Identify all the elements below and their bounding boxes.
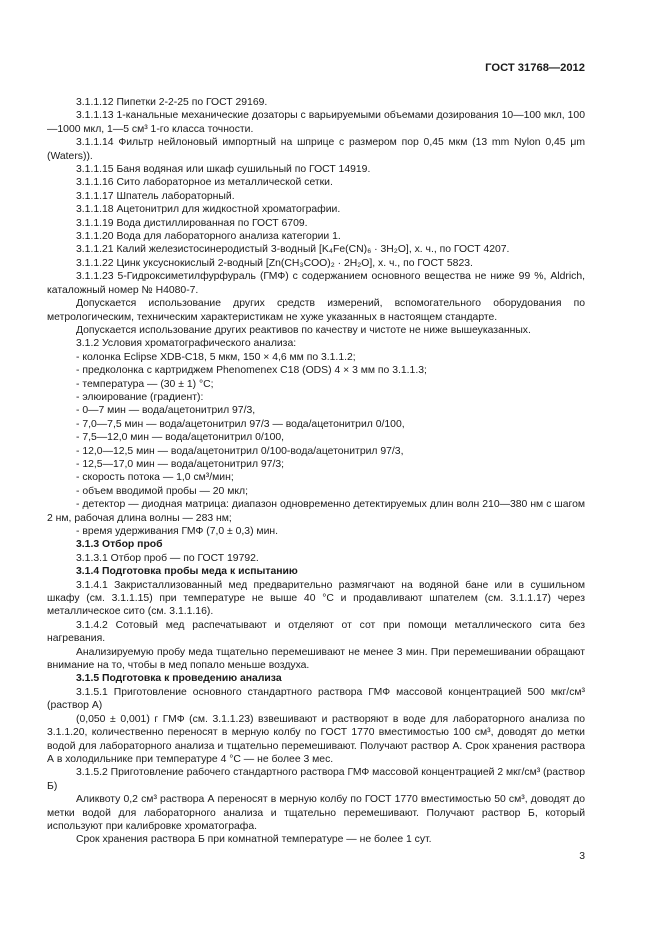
list-item: - элюирование (градиент):	[76, 391, 204, 403]
list-item: - 12,5—17,0 мин — вода/ацетонитрил 97/3;	[76, 458, 285, 470]
paragraph: 3.1.1.23 5-Гидроксиметилфурфураль (ГМФ) с содержанием основного вещества не ниже 99 %, Aldrich, каталожный номер № H4080-7.	[47, 271, 585, 296]
paragraph: 3.1.1.13 1-канальные механические дозаторы с варьируемыми объемами дозирования 10—100 мкл, 100—1000 мкл, 1—5 см³ 1-го класса точности.	[47, 110, 585, 135]
paragraph: 3.1.5.2 Приготовление рабочего стандартного раствора ГМФ массовой концентрацией 2 мкг/см³ (раствор Б)	[47, 767, 585, 792]
page-number: 3	[579, 851, 585, 862]
paragraph: 3.1.1.16 Сито лабораторное из металлической сетки.	[76, 177, 333, 189]
list-item: - температура — (30 ± 1) °С;	[76, 378, 214, 390]
list-item: - скорость потока — 1,0 см³/мин;	[76, 472, 234, 484]
list-item: - 7,5—12,0 мин — вода/ацетонитрил 0/100,	[76, 432, 285, 444]
section-heading: 3.1.4 Подготовка пробы меда к испытанию	[76, 566, 298, 578]
paragraph: 3.1.1.20 Вода для лабораторного анализа категории 1.	[76, 231, 341, 243]
list-item: - 0—7 мин — вода/ацетонитрил 97/3,	[76, 405, 256, 417]
list-item: - колонка Eclipse XDB-C18, 5 мкм, 150 × 4,6 мм по 3.1.1.2;	[76, 351, 356, 363]
section-heading: 3.1.3 Отбор проб	[76, 539, 163, 551]
paragraph: 3.1.1.18 Ацетонитрил для жидкостной хроматографии.	[76, 204, 341, 216]
document-number: ГОСТ 31768—2012	[485, 62, 585, 74]
paragraph: 3.1.2 Условия хроматографического анализа:	[76, 338, 297, 350]
list-item: - объем вводимой пробы — 20 мкл;	[76, 485, 248, 497]
document-body	[47, 96, 585, 847]
paragraph: Допускается использование других средств измерений, вспомогательного оборудования по метрологическим, техническим характеристикам не хуже указанных в настоящем стандарте.	[47, 298, 585, 323]
paragraph: Срок хранения раствора Б при комнатной температуре — не более 1 сут.	[76, 834, 432, 846]
paragraph: 3.1.4.2 Сотовый мед распечатывают и отделяют от сот при помощи металлического сита без нагревания.	[47, 619, 585, 645]
paragraph: (0,050 ± 0,001) г ГМФ (см. 3.1.1.23) взвешивают и растворяют в воде для лабораторного анализа по 3.1.1.20, количественно переносят в мерную колбу по ГОСТ 1770 вместимостью 100 см³, доводят до метки водой для лабораторного анализа и тщательно перемешивают. Получают раствор А. Срок хранения раствора А в холодильнике при температуре 4 °С — не более 3 мес.	[47, 713, 585, 765]
paragraph: 3.1.1.14 Фильтр нейлоновый импортный на шприце с размером пор 0,45 мкм (13 mm Nylon 0,45 μm (Waters)).	[47, 137, 585, 162]
paragraph: Аликвоту 0,2 см³ раствора А переносят в мерную колбу по ГОСТ 1770 вместимостью 50 см³, доводят до метки водой для лабораторного анализа и тщательно перемешивают. Получают раствор Б, который используют при калибровке хроматографа.	[47, 794, 585, 832]
paragraph: 3.1.1.21 Калий железистосинеродистый 3-водный [K₄Fe(CN)₆ · 3H₂O], х. ч., по ГОСТ 4207.	[76, 244, 510, 256]
paragraph: 3.1.1.22 Цинк уксуснокислый 2-водный [Zn(CH₃COO)₂ · 2H₂O], х. ч., по ГОСТ 5823.	[76, 257, 473, 269]
list-item: - время удерживания ГМФ (7,0 ± 0,3) мин.	[76, 526, 279, 537]
section-heading: 3.1.5 Подготовка к проведению анализа	[76, 673, 282, 685]
paragraph: 3.1.4.1 Закристаллизованный мед предварительно размягчают на водяной бане или в сушильном шкафу (см. 3.1.1.15) при температуре не выше 40 °С и продавливают шпателем (см. 3.1.1.17) через металлическое сито (см. 3.1.1.16).	[47, 579, 585, 618]
paragraph: 3.1.1.12 Пипетки 2-2-25 по ГОСТ 29169.	[76, 97, 268, 108]
paragraph: 3.1.3.1 Отбор проб — по ГОСТ 19792.	[76, 552, 259, 564]
paragraph: Анализируемую пробу меда тщательно перемешивают не менее 3 мин. При перемешивании обращают внимание на то, чтобы в мед попало меньше воздуха.	[47, 646, 585, 672]
list-item: - детектор — диодная матрица: диапазон одновременно детектируемых длин волн 210—380 нм с шагом 2 нм, рабочая длина волны — 283 нм;	[47, 499, 585, 524]
paragraph: 3.1.1.17 Шпатель лабораторный.	[76, 190, 235, 202]
list-item: - 12,0—12,5 мин — вода/ацетонитрил 0/100-вода/ацетонитрил 97/3,	[76, 445, 404, 457]
paragraph: 3.1.5.1 Приготовление основного стандартного раствора ГМФ массовой концентрацией 500 мкг/см³ (раствор А)	[47, 686, 585, 712]
list-item: - 7,0—7,5 мин — вода/ацетонитрил 97/3 — вода/ацетонитрил 0/100,	[76, 418, 405, 430]
paragraph: Допускается использование других реактивов по качеству и чистоте не ниже вышеуказанных.	[76, 324, 531, 336]
list-item: - предколонка с картриджем Phenomenex C18 (ODS) 4 × 3 мм по 3.1.1.3;	[76, 365, 427, 377]
paragraph: 3.1.1.19 Вода дистиллированная по ГОСТ 6709.	[76, 217, 308, 229]
paragraph: 3.1.1.15 Баня водяная или шкаф сушильный по ГОСТ 14919.	[76, 164, 371, 176]
